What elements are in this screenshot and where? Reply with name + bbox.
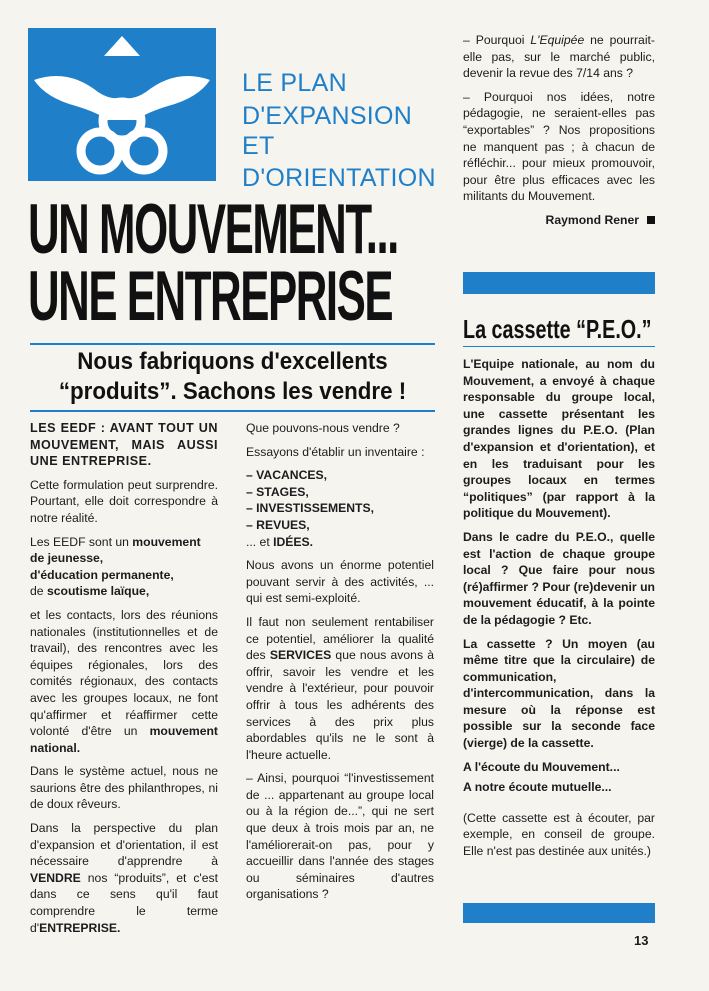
deck-line-2: “produits”. Sachons les vendre ! (58, 378, 407, 405)
paragraph: L'Equipe nationale, au nom du Mouvement, a envoyé à chaque responsable du groupe local, une cassette présentant les grandes lignes du P.E.O. (Plan d'expansion et d'orientation), et en les traduisant pour les groupes locaux en termes “politiques” (par rapport à la politique du Mouvement). (463, 357, 655, 521)
signature: Raymond Rener (463, 212, 655, 229)
list-item: – INVESTISSEMENTS, (246, 501, 374, 516)
plan-line-1: LE PLAN (242, 69, 347, 97)
inventory-list (246, 467, 434, 550)
paragraph: Dans le système actuel, nous ne saurions être des philanthropes, ni de doux rêveurs. (30, 764, 218, 812)
cassette-bottom-bar (463, 903, 655, 923)
paragraph: Que pouvons-nous vendre ? (246, 421, 400, 435)
lead-paragraph: LES EEDF : AVANT TOUT UN MOUVEMENT, MAIS AUSSI UNE ENTREPRISE. (30, 421, 218, 469)
paragraph: A l'écoute du Mouvement... (463, 759, 620, 774)
paragraph: Les EEDF sont un mouvement de jeunesse, d'éducation permanente, de scoutisme laïque, (30, 534, 201, 599)
paragraph: – Pourquoi L'Equipée ne pourrait-elle pas, sur le marché public, devenir la revue des 7/14 ans ? (463, 33, 655, 81)
column-2 (246, 420, 434, 910)
list-item: ... et IDÉES. (246, 534, 314, 549)
page-number: 13 (634, 933, 649, 948)
paragraph: (Cette cassette est à écouter, par exemple, en conseil de groupe. Elle n'est pas destinée aux unités.) (463, 810, 655, 859)
column-3 (463, 32, 655, 229)
end-mark-icon (647, 216, 655, 224)
paragraph: Nous avons un énorme potentiel pouvant servir à des activités, ... qui est semi-exploité. (246, 558, 434, 606)
headline-line-1: UN MOUVEMENT... (28, 189, 398, 269)
deck-line-1: Nous fabriquons d'excellents (77, 348, 388, 375)
paragraph: A notre écoute mutuelle... (463, 780, 612, 795)
paragraph: Il faut non seulement rentabiliser ce potentiel, améliorer la qualité des SERVICES que nous avons à offrir, savoir les vendre et les vendre à l'extérieur, pour pouvoir offrir à tous les adhérents des services à des prix plus abordables qu'ils ne le sont à l'heure actuelle. (246, 614, 434, 762)
trefoil-bird-icon (28, 28, 216, 181)
plan-line-4: D'ORIENTATION (242, 164, 436, 192)
cassette-rule (463, 346, 655, 347)
list-item: – REVUES, (246, 517, 310, 532)
paragraph: et les contacts, lors des réunions nationales (institutionnelles et de travail), des rencontres avec les équipes régionales, lors des comités régionaux, des contacts avec les groupes locaux, ne font qu'affirmer et réaffirmer cette volonté d'être un mouvement national. (30, 607, 218, 755)
headline-line-2: UNE ENTREPRISE (28, 256, 393, 336)
paragraph: – Ainsi, pourquoi “l'investissement de ... appartenant au groupe local ou à la région de...”, qui ne sert que deux à trois mois par an, ne l'améliorerait-on pas, pour y accueillir dans l'année des stages ou séminaires d'autres organisations ? (246, 771, 434, 902)
deck-top-rule (30, 343, 435, 345)
list-item: – VACANCES, (246, 468, 328, 483)
paragraph: Essayons d'établir un inventaire : (246, 444, 425, 459)
column-1 (30, 420, 218, 943)
paragraph: Cette formulation peut surprendre. Pourtant, elle doit correspondre à notre réalité. (30, 477, 218, 525)
paragraph: La cassette ? Un moyen (au même titre que la circulaire) de communication, d'intercommunication, dans la mesure où la réponse est possible sur la seconde face (vierge) de la cassette. (463, 636, 655, 751)
deck (44, 347, 421, 407)
paragraph: – Pourquoi nos idées, notre pédagogie, ne seraient-elles pas “exportables” ? Nos propositions ne manquent pas ; à chacun de réfléchir... pour mieux promouvoir, pour être plus efficaces avec les militants du Mouvement. (463, 89, 655, 204)
list-item: – STAGES, (246, 484, 309, 499)
cassette-title: La cassette “P.E.O.” (463, 314, 652, 344)
deck-bottom-rule (30, 410, 435, 412)
paragraph: Dans la perspective du plan d'expansion et d'orientation, il est nécessaire d'apprendre à VENDRE nos “produits”, et c'est dans ce sens qu'il faut comprendre le terme d'ENTREPRISE. (30, 821, 218, 935)
plan-line-2: D'EXPANSION (242, 102, 413, 130)
cassette-top-bar (463, 272, 655, 294)
plan-line-3: ET (242, 132, 275, 160)
cassette-column (463, 356, 655, 867)
paragraph: Dans le cadre du P.E.O., quelle est l'action de chaque groupe local ? Que faire pour nous (ré)affirmer ? Pour (re)devenir un mouvement éducatif, à la pointe de la pédagogie ? Etc. (463, 529, 655, 627)
eedf-logo (28, 28, 216, 181)
